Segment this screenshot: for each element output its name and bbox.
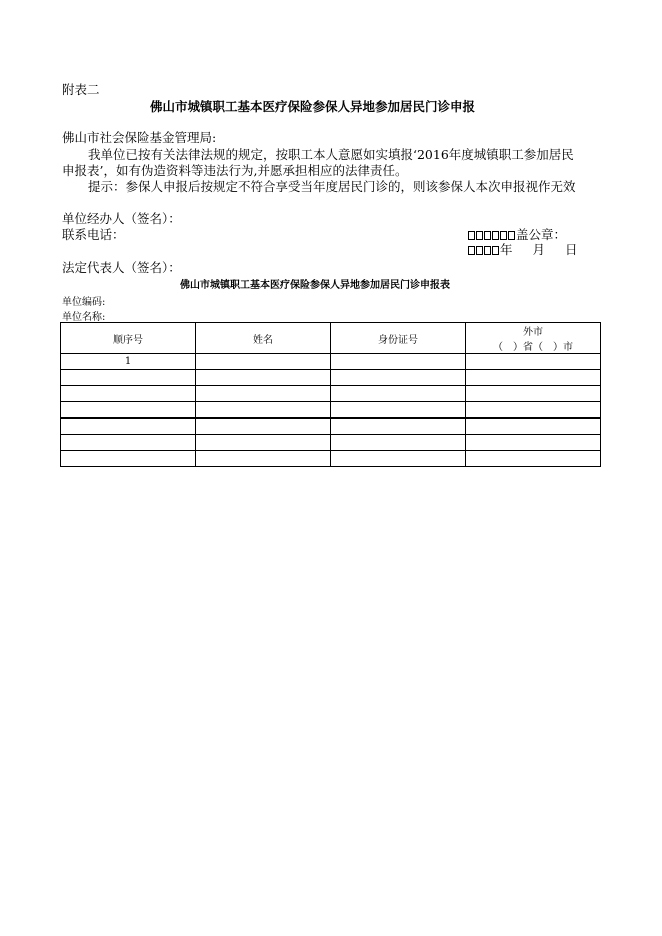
placeholder-box-icon [468,246,475,255]
table-cell[interactable] [331,402,466,419]
date-line [468,240,578,258]
table-row [61,418,601,435]
header-other-city [466,323,601,354]
table-cell[interactable] [61,435,196,451]
table-cell[interactable] [466,402,601,419]
table-cell[interactable]: 1 [61,354,196,370]
unit-name-label: 单位名称: [62,312,106,323]
table-cell[interactable] [466,386,601,402]
notice-text: 提示：参保人申报后按规定不符合享受当年度居民门诊的，则该参保人本次申报视作无效 [88,179,576,194]
unit-code-label: 单位编码: [62,297,106,308]
placeholder-box-icon [492,231,499,240]
table-cell[interactable] [331,354,466,370]
header-other-city-line2: （ ）省（ ）市 [493,342,573,353]
placeholder-box-icon [476,231,483,240]
header-other-city-line1: 外市 [523,327,543,338]
table-row [61,435,601,451]
date-month-label: 月 [532,242,546,257]
declaration-table [60,322,601,467]
date-day-label: 日 [565,242,578,257]
placeholder-box-icon [484,246,491,255]
placeholder-box-icon [476,246,483,255]
table-cell[interactable] [466,370,601,386]
table-row [61,370,601,386]
table-cell[interactable] [466,418,601,435]
placeholder-box-icon [468,231,475,240]
table-cell[interactable] [466,435,601,451]
table-cell[interactable] [466,451,601,467]
table-cell[interactable] [331,418,466,435]
table-cell[interactable] [196,435,331,451]
table-cell[interactable] [61,451,196,467]
table-cell[interactable] [331,435,466,451]
placeholder-box-icon [492,246,499,255]
table-cell[interactable] [196,354,331,370]
addressee: 佛山市社会保险基金管理局: [62,130,217,145]
declaration-line-2: 申报表’，如有伪造资料等违法行为,并愿承担相应的法律责任。 [62,163,408,178]
table-cell[interactable] [196,402,331,419]
page-title: 佛山市城镇职工基本医疗保险参保人异地参加居民门诊申报 [150,99,476,114]
placeholder-box-icon [500,231,507,240]
declaration-line-1: 我单位已按有关法律法规的规定，按职工本人意愿如实填报‘2016年度城镇职工参加居民 [88,147,574,162]
handler-signature-label: 单位经办人（签名）： [62,211,181,226]
table-row [61,402,601,419]
table-title: 佛山市城镇职工基本医疗保险参保人异地参加居民门诊申报表 [180,280,450,291]
header-name: 姓名 [196,323,331,354]
header-seq-no: 顺序号 [61,323,196,354]
appendix-label: 附表二 [62,82,100,97]
table-cell[interactable] [331,451,466,467]
table-cell[interactable] [61,386,196,402]
table-cell[interactable] [61,402,196,419]
table-row [61,386,601,402]
header-id-number: 身份证号 [331,323,466,354]
placeholder-box-icon [508,231,515,240]
phone-label: 联系电话： [62,227,125,242]
table-cell[interactable] [196,418,331,435]
seal-label: 盖公章： [516,227,567,242]
table-cell[interactable] [61,418,196,435]
table-cell[interactable] [196,451,331,467]
table-cell[interactable] [331,370,466,386]
table-cell[interactable] [61,370,196,386]
table-cell[interactable] [466,354,601,370]
placeholder-box-icon [484,231,491,240]
table-cell[interactable] [331,386,466,402]
table-cell[interactable] [196,386,331,402]
table-header-row [61,323,601,354]
table-cell[interactable] [196,370,331,386]
table-row [61,451,601,467]
date-year-label: 年 [500,242,513,257]
table-row [61,354,601,370]
legal-rep-signature-label: 法定代表人（签名）： [62,260,181,275]
